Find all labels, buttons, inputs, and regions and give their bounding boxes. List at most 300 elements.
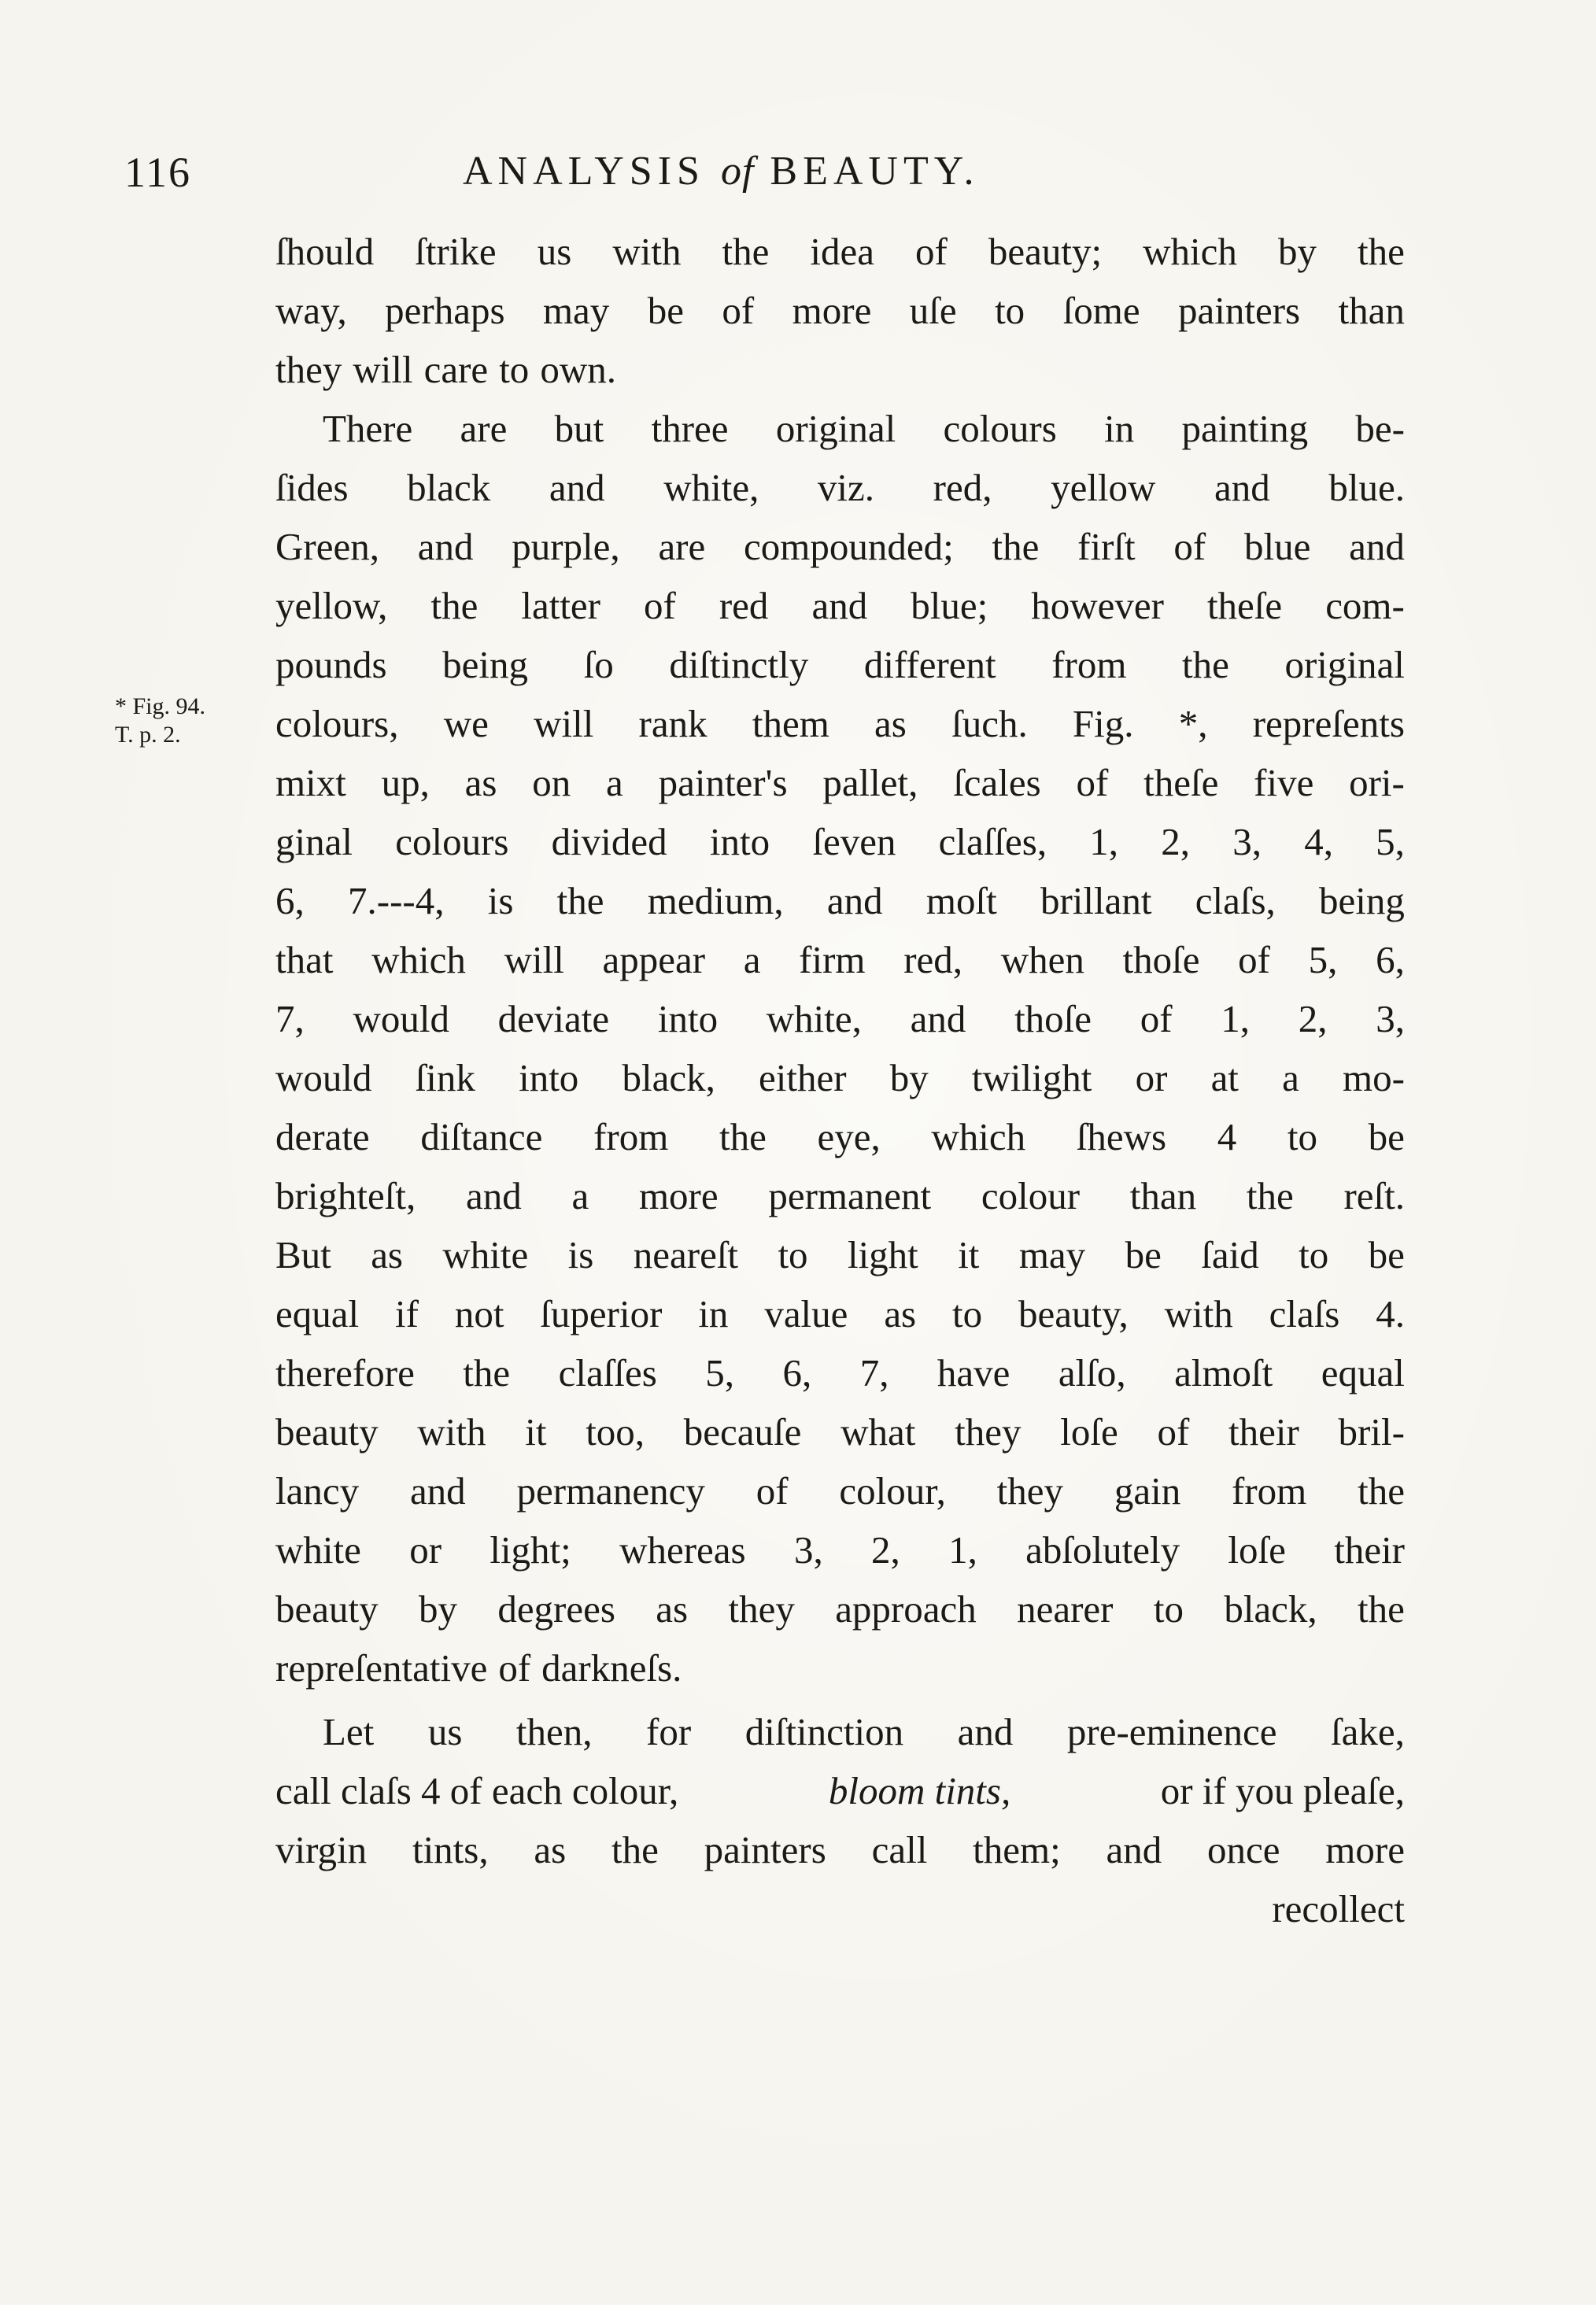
word: ſuperior — [540, 1292, 663, 1335]
word: we — [443, 702, 489, 745]
word: to — [499, 348, 530, 391]
word: either — [759, 1056, 847, 1099]
word: a — [606, 761, 623, 804]
bloom-tints-italic: bloom tints, — [828, 1769, 1011, 1812]
word: with — [1164, 1292, 1233, 1335]
word: would — [275, 1056, 372, 1099]
running-head-analysis: ANALYSIS — [463, 149, 705, 194]
text-line — [275, 930, 1405, 989]
text-line — [275, 1402, 1405, 1461]
word: neareſt — [633, 1233, 739, 1276]
word: pounds — [275, 643, 387, 686]
word: if — [395, 1292, 419, 1335]
word: they — [275, 348, 342, 391]
word: painters — [1178, 289, 1301, 332]
word: rank — [638, 702, 707, 745]
word: repreſents — [1252, 702, 1405, 745]
word: to — [952, 1292, 983, 1335]
word: claſs, — [1195, 879, 1276, 922]
word: they — [996, 1469, 1064, 1513]
word: which — [931, 1115, 1026, 1158]
word: be — [647, 289, 684, 332]
word: the — [1357, 230, 1405, 273]
word: colour, — [839, 1469, 946, 1513]
text-line — [275, 812, 1405, 871]
word: of — [722, 289, 755, 332]
word: own. — [540, 348, 616, 391]
word: into — [709, 820, 770, 863]
word: compounded; — [744, 525, 954, 568]
word: light — [847, 1233, 918, 1276]
word: diſtance — [420, 1115, 543, 1158]
word: whereas — [619, 1528, 746, 1572]
word: purple, — [512, 525, 620, 568]
word: five — [1254, 761, 1314, 804]
word: of — [644, 584, 676, 627]
word: 7, — [275, 997, 305, 1040]
word: red, — [903, 938, 963, 981]
word: the — [1182, 643, 1229, 686]
word: permanency — [516, 1469, 705, 1513]
word: red — [719, 584, 769, 627]
word: blue. — [1328, 466, 1405, 509]
word: equal — [1321, 1351, 1405, 1394]
word: 6, — [782, 1351, 812, 1394]
word: more — [638, 1174, 719, 1217]
word: claſs — [1269, 1292, 1340, 1335]
word: different — [863, 643, 996, 686]
word: pallet, — [822, 761, 918, 804]
word: 2, — [1298, 997, 1328, 1040]
word: thoſe — [1014, 997, 1092, 1040]
running-head — [463, 148, 980, 194]
marginal-note — [115, 693, 205, 749]
word: Green, — [275, 525, 379, 568]
word: of — [915, 230, 948, 273]
marginal-note-line-2: T. p. 2. — [115, 722, 181, 748]
word: once — [1207, 1828, 1280, 1871]
word: which — [371, 938, 466, 981]
word: blue; — [911, 584, 988, 627]
text-line — [275, 753, 1405, 812]
word: alſo, — [1058, 1351, 1126, 1394]
word: way, — [275, 289, 347, 332]
word: yellow — [1051, 466, 1156, 509]
word: as — [884, 1292, 917, 1335]
word: 3, — [1232, 820, 1262, 863]
word: the — [611, 1828, 659, 1871]
word: value — [764, 1292, 848, 1335]
word: to — [1299, 1233, 1329, 1276]
word: have — [937, 1351, 1010, 1394]
word: claſſes — [558, 1351, 657, 1394]
text-line — [275, 1520, 1405, 1579]
word: ſhould — [275, 230, 375, 273]
word: care — [423, 348, 489, 391]
word: deviate — [497, 997, 610, 1040]
word: their — [1228, 1410, 1299, 1454]
word: ſtrike — [415, 230, 497, 273]
word: with — [612, 230, 682, 273]
word: original — [1284, 643, 1405, 686]
word: from — [1051, 643, 1127, 686]
word: more — [792, 289, 872, 332]
word: 6, — [1376, 938, 1405, 981]
word: white — [442, 1233, 529, 1276]
word: brighteſt, — [275, 1174, 416, 1217]
word: by — [418, 1587, 457, 1631]
word: what — [840, 1410, 916, 1454]
word: But — [275, 1233, 331, 1276]
word: and — [910, 997, 966, 1040]
word: being — [442, 643, 529, 686]
word: as — [371, 1233, 404, 1276]
word: up, — [381, 761, 430, 804]
word: Fig. — [1072, 702, 1134, 745]
word: eye, — [817, 1115, 881, 1158]
word: ſink — [415, 1056, 475, 1099]
running-head-of: of — [720, 149, 755, 194]
word: loſe — [1060, 1410, 1118, 1454]
word: of — [1076, 761, 1109, 804]
word: becauſe — [683, 1410, 802, 1454]
word: in — [1104, 407, 1135, 450]
word: be — [1125, 1233, 1162, 1276]
word: yellow, — [275, 584, 388, 627]
word: and — [549, 466, 605, 509]
word: the — [722, 230, 770, 273]
word: ginal — [275, 820, 353, 863]
word: equal — [275, 1292, 360, 1335]
word: of — [1238, 938, 1270, 981]
word: they — [955, 1410, 1022, 1454]
word: loſe — [1228, 1528, 1286, 1572]
text-line — [275, 517, 1405, 576]
word: from — [1232, 1469, 1307, 1513]
word: will — [534, 702, 594, 745]
word: almoſt — [1174, 1351, 1273, 1394]
word: of — [756, 1469, 789, 1513]
word: a — [571, 1174, 589, 1217]
word: would — [353, 997, 449, 1040]
word: into — [657, 997, 719, 1040]
body-text — [275, 222, 1405, 1938]
page-number: 116 — [124, 149, 191, 196]
text-line — [275, 576, 1405, 635]
word: be — [1368, 1233, 1405, 1276]
word: white, — [663, 466, 759, 509]
word: colour — [981, 1174, 1081, 1217]
word: 3, — [1376, 997, 1405, 1040]
word: the — [430, 584, 478, 627]
word: from — [593, 1115, 669, 1158]
word: painters — [704, 1828, 826, 1871]
text-line — [275, 281, 1405, 340]
word: ori- — [1349, 761, 1405, 804]
catchword: recollect — [1272, 1887, 1405, 1930]
word: and — [466, 1174, 522, 1217]
word: black, — [622, 1056, 715, 1099]
word: com- — [1325, 584, 1405, 627]
word: a — [743, 938, 761, 981]
word: diſtinction — [744, 1710, 904, 1753]
word: then, — [515, 1710, 593, 1753]
word: that — [275, 938, 334, 981]
text-line — [275, 1048, 1405, 1107]
word: is — [487, 879, 514, 922]
word: beauty, — [1018, 1292, 1129, 1335]
word: 1, — [1221, 997, 1251, 1040]
word: beauty; — [988, 230, 1103, 273]
word: 2, — [1161, 820, 1191, 863]
text-line-bloom-tints — [275, 1761, 1405, 1820]
text-line — [275, 1638, 1405, 1697]
text-line — [275, 340, 1405, 399]
word: on — [532, 761, 571, 804]
word: reſt. — [1343, 1174, 1405, 1217]
word: latter — [521, 584, 600, 627]
text-line — [275, 871, 1405, 930]
text-line — [275, 1107, 1405, 1166]
word: 5, — [1308, 938, 1338, 981]
word: colours, — [275, 702, 399, 745]
word: as — [874, 702, 907, 745]
text-line — [275, 458, 1405, 517]
word: their — [1334, 1528, 1405, 1572]
word: light; — [490, 1528, 571, 1572]
word: black, — [1224, 1587, 1317, 1631]
word: tints, — [412, 1828, 489, 1871]
word: are — [658, 525, 706, 568]
word: 3, — [793, 1528, 823, 1572]
text-line — [275, 1461, 1405, 1520]
word: abſolutely — [1025, 1528, 1180, 1572]
word: ſcales — [953, 761, 1041, 804]
word: us — [427, 1710, 463, 1753]
word: us — [537, 230, 572, 273]
word: than — [1338, 289, 1405, 332]
word: 1, — [948, 1528, 977, 1572]
word: it — [958, 1233, 980, 1276]
word: beauty — [275, 1410, 379, 1454]
word: theſe — [1206, 584, 1283, 627]
word: diſtinctly — [669, 643, 809, 686]
word: will — [504, 938, 564, 981]
word: is — [567, 1233, 594, 1276]
word: uſe — [909, 289, 957, 332]
word: than — [1129, 1174, 1197, 1217]
text-line — [275, 1343, 1405, 1402]
word: and — [826, 879, 883, 922]
word: and — [417, 525, 474, 568]
word: 1, — [1089, 820, 1119, 863]
word: in — [698, 1292, 729, 1335]
word: at — [1210, 1056, 1239, 1099]
text-line — [275, 635, 1405, 694]
word: ſome — [1062, 289, 1140, 332]
word: them — [752, 702, 829, 745]
word: There — [323, 407, 413, 450]
word: gain — [1114, 1469, 1181, 1513]
word: 6, — [275, 879, 305, 922]
word: are — [460, 407, 508, 450]
running-head-beauty: BEAUTY. — [770, 149, 980, 194]
word: colours — [395, 820, 509, 863]
word: white — [275, 1528, 361, 1572]
word: a — [1282, 1056, 1299, 1099]
word: derate — [275, 1115, 370, 1158]
word: not — [454, 1292, 504, 1335]
word: when — [1000, 938, 1084, 981]
word: they — [728, 1587, 795, 1631]
word: of — [1157, 1410, 1190, 1454]
text-line — [275, 1702, 1405, 1761]
text-line — [275, 989, 1405, 1048]
word: be- — [1355, 407, 1405, 450]
word: mo- — [1343, 1056, 1405, 1099]
word: more — [1325, 1828, 1405, 1871]
marginal-note-line-1: * Fig. 94. — [115, 693, 206, 719]
word: 4, — [1304, 820, 1333, 863]
text-line — [275, 1166, 1405, 1225]
word: approach — [835, 1587, 977, 1631]
word: original — [775, 407, 896, 450]
word: and — [957, 1710, 1014, 1753]
text-line — [275, 694, 1405, 753]
word: moſt — [925, 879, 997, 922]
word: viz. — [817, 466, 875, 509]
word: to — [1287, 1115, 1317, 1158]
word: which — [1143, 230, 1237, 273]
word: ſaid — [1201, 1233, 1259, 1276]
word: the — [556, 879, 604, 922]
word: Let — [323, 1710, 375, 1753]
word: ſo — [583, 643, 614, 686]
word: bril- — [1338, 1410, 1405, 1454]
word: claſſes, — [938, 820, 1047, 863]
word: ſeven — [812, 820, 896, 863]
word: too, — [586, 1410, 645, 1454]
word: darkneſs. — [541, 1646, 682, 1690]
word: may — [542, 289, 610, 332]
word: call — [871, 1828, 928, 1871]
word: and — [811, 584, 868, 627]
word: to — [995, 289, 1025, 332]
word: *, — [1178, 702, 1208, 745]
word: ſuch. — [951, 702, 1028, 745]
word: brillant — [1040, 879, 1152, 922]
word: 4 — [1217, 1115, 1237, 1158]
word: of — [1140, 997, 1173, 1040]
word: as — [464, 761, 497, 804]
catchword-line — [275, 1879, 1405, 1938]
line27-after: or if you pleaſe, — [1160, 1769, 1405, 1812]
text-line — [275, 1225, 1405, 1284]
word: may — [1018, 1233, 1086, 1276]
word: with — [417, 1410, 486, 1454]
word: be — [1368, 1115, 1405, 1158]
word: 7, — [859, 1351, 889, 1394]
word: virgin — [275, 1828, 368, 1871]
word: therefore — [275, 1351, 415, 1394]
word: black — [407, 466, 491, 509]
word: to — [778, 1233, 808, 1276]
word: painting — [1181, 407, 1309, 450]
word: twilight — [971, 1056, 1092, 1099]
word: 7.---4, — [348, 879, 445, 922]
word: the — [992, 525, 1040, 568]
word: divided — [551, 820, 667, 863]
word: into — [519, 1056, 579, 1099]
word: theſe — [1143, 761, 1219, 804]
word: the — [1246, 1174, 1294, 1217]
word: medium, — [647, 879, 784, 922]
word: or — [409, 1528, 442, 1572]
word: lancy — [275, 1469, 360, 1513]
word: as — [534, 1828, 567, 1871]
word: ſake, — [1331, 1710, 1405, 1753]
word: white, — [766, 997, 862, 1040]
text-line — [275, 222, 1405, 281]
word: it — [525, 1410, 547, 1454]
text-line — [275, 1579, 1405, 1638]
word: appear — [602, 938, 706, 981]
word: the — [1358, 1587, 1405, 1631]
word: degrees — [497, 1587, 615, 1631]
word: beauty — [275, 1587, 379, 1631]
word: blue — [1244, 525, 1311, 568]
word: pre-eminence — [1066, 1710, 1277, 1753]
word: permanent — [768, 1174, 932, 1217]
word: and — [1214, 466, 1270, 509]
word: idea — [810, 230, 875, 273]
word: thoſe — [1122, 938, 1200, 981]
word: or — [1135, 1056, 1168, 1099]
word: red, — [933, 466, 992, 509]
word: them; — [973, 1828, 1061, 1871]
word: three — [651, 407, 729, 450]
word: and — [1106, 1828, 1162, 1871]
word: will — [353, 348, 413, 391]
word: but — [554, 407, 604, 450]
text-line — [275, 1820, 1405, 1879]
word: of — [1173, 525, 1206, 568]
word: and — [1349, 525, 1405, 568]
word: the — [719, 1115, 767, 1158]
word: and — [409, 1469, 466, 1513]
line27-before: call claſs 4 of each colour, — [275, 1769, 679, 1812]
word: firm — [799, 938, 866, 981]
text-line — [275, 1284, 1405, 1343]
word: 5, — [705, 1351, 734, 1394]
word: painter's — [658, 761, 788, 804]
word: repreſentative — [275, 1646, 488, 1690]
word: the — [463, 1351, 511, 1394]
word: firſt — [1077, 525, 1136, 568]
word: to — [1153, 1587, 1184, 1631]
word: mixt — [275, 761, 346, 804]
word: however — [1031, 584, 1164, 627]
word: colours — [943, 407, 1057, 450]
word: perhaps — [385, 289, 505, 332]
word: the — [1358, 1469, 1405, 1513]
word: ſhews — [1076, 1115, 1167, 1158]
text-line — [275, 399, 1405, 458]
word: of — [498, 1646, 531, 1690]
word: 4. — [1376, 1292, 1405, 1335]
word: as — [656, 1587, 689, 1631]
word: by — [889, 1056, 929, 1099]
